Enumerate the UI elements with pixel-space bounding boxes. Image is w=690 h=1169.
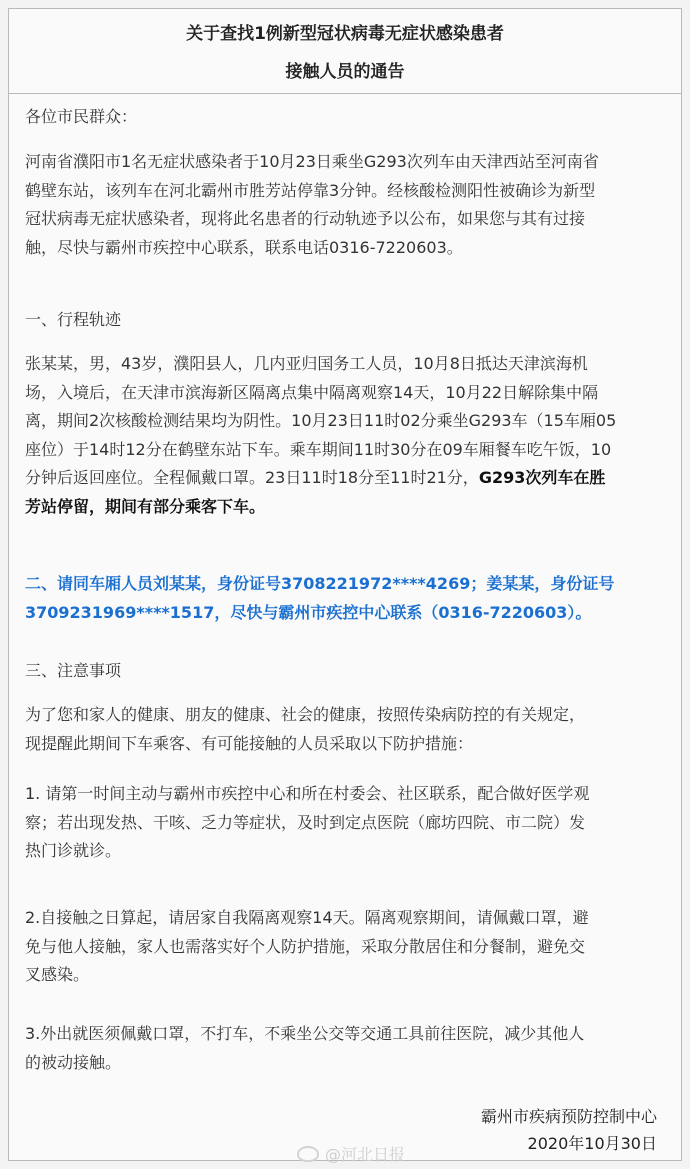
measure-1-line: 热门诊就诊。 — [25, 841, 122, 860]
section3-intro-line: 为了您和家人的健康、朋友的健康、社会的健康，按照传染病防控的有关规定， — [25, 705, 586, 724]
section1-bold-text: G293次列车在胜 — [478, 468, 606, 487]
section1-line: 离，期间2次核酸检测结果均为阴性。10月23日11时02分乘坐G293车（15车厢05 — [25, 411, 617, 430]
signature-block — [481, 1103, 657, 1157]
measure-1-line: 1. 请第一时间主动与霸州市疾控中心和所在村委会、社区联系，配合做好医学观 — [25, 784, 590, 803]
intro-line: 河南省濮阳市1名无症状感染者于10月23日乘坐G293次列车由天津西站至河南省 — [25, 152, 599, 171]
section2-line: 二、请同车厢人员刘某某，身份证号3708221972****4269；姜某某，身份证号 — [25, 574, 615, 593]
section1-bold-line: 芳站停留，期间有部分乘客下车。 — [25, 496, 266, 516]
intro-paragraph — [25, 148, 670, 262]
measure-3-line: 3.外出就医须佩戴口罩，不打车，不乘坐公交等交通工具前往医院，减少其他人 — [25, 1024, 585, 1043]
measure-2-line: 2.自接触之日算起，请居家自我隔离观察14天。隔离观察期间，请佩戴口罩，避 — [25, 908, 589, 927]
watermark-text: @河北日报 — [325, 1145, 406, 1164]
intro-line: 冠状病毒无症状感染者，现将此名患者的行动轨迹予以公布，如果您与其有过接 — [25, 209, 586, 228]
measure-3-line: 的被动接触。 — [25, 1052, 122, 1072]
salutation: 各位市民群众： — [25, 107, 138, 126]
measure-2-line: 免与他人接触，家人也需落实好个人防护措施，采取分散居住和分餐制，避免交 — [25, 936, 586, 956]
section1-line-mixed: 分钟后返回座位。全程佩戴口罩。23日11时18分至11时21分，G293次列车在胜 — [25, 468, 606, 487]
intro-line: 触，尽快与霸州市疾控中心联系，联系电话0316-7220603。 — [25, 237, 463, 257]
signature-org: 霸州市疾病预防控制中心 — [480, 1107, 657, 1126]
section2-paragraph — [25, 570, 670, 627]
section1-line: 座位）于14时12分在鹤壁东站下车。乘车期间11时30分在09车厢餐车吃午饭，10 — [25, 439, 612, 459]
intro-line: 鹤壁东站，该列车在河北霸州市胜芳站停靠3分钟。经核酸检测阳性被确诊为新型 — [25, 180, 596, 200]
weibo-logo-icon — [297, 1146, 319, 1162]
title-divider — [9, 93, 681, 94]
watermark — [297, 1142, 405, 1165]
section2-line: 3709231969****1517，尽快与霸州市疾控中心联系（0316-7220603）。 — [25, 602, 592, 622]
measure-3 — [25, 1020, 670, 1077]
measure-1 — [25, 780, 670, 866]
section3-intro — [25, 701, 670, 758]
section1-line: 场，入境后，在天津市滨海新区隔离点集中隔离观察14天，10月22日解除集中隔 — [25, 382, 599, 402]
signature-date: 2020年10月30日 — [527, 1134, 657, 1153]
section1-heading: 一、行程轨迹 — [25, 310, 122, 329]
notice-title-line-1: 关于查找1例新型冠状病毒无症状感染患者 — [186, 24, 504, 44]
measure-2 — [25, 904, 670, 990]
section1-line: 张某某，男，43岁，濮阳县人，几内亚归国务工人员，10月8日抵达天津滨海机 — [25, 354, 588, 373]
notice-document — [8, 8, 682, 1161]
measure-1-line: 察；若出现发热、干咳、乏力等症状，及时到定点医院（廊坊四院、市二院）发 — [25, 812, 586, 832]
section1-paragraph — [25, 350, 670, 521]
measure-2-line: 叉感染。 — [25, 965, 90, 984]
notice-title-line-2: 接触人员的通告 — [285, 62, 405, 82]
section3-heading: 三、注意事项 — [25, 661, 122, 680]
section3-intro-line: 现提醒此期间下车乘客、有可能接触的人员采取以下防护措施： — [25, 733, 474, 753]
